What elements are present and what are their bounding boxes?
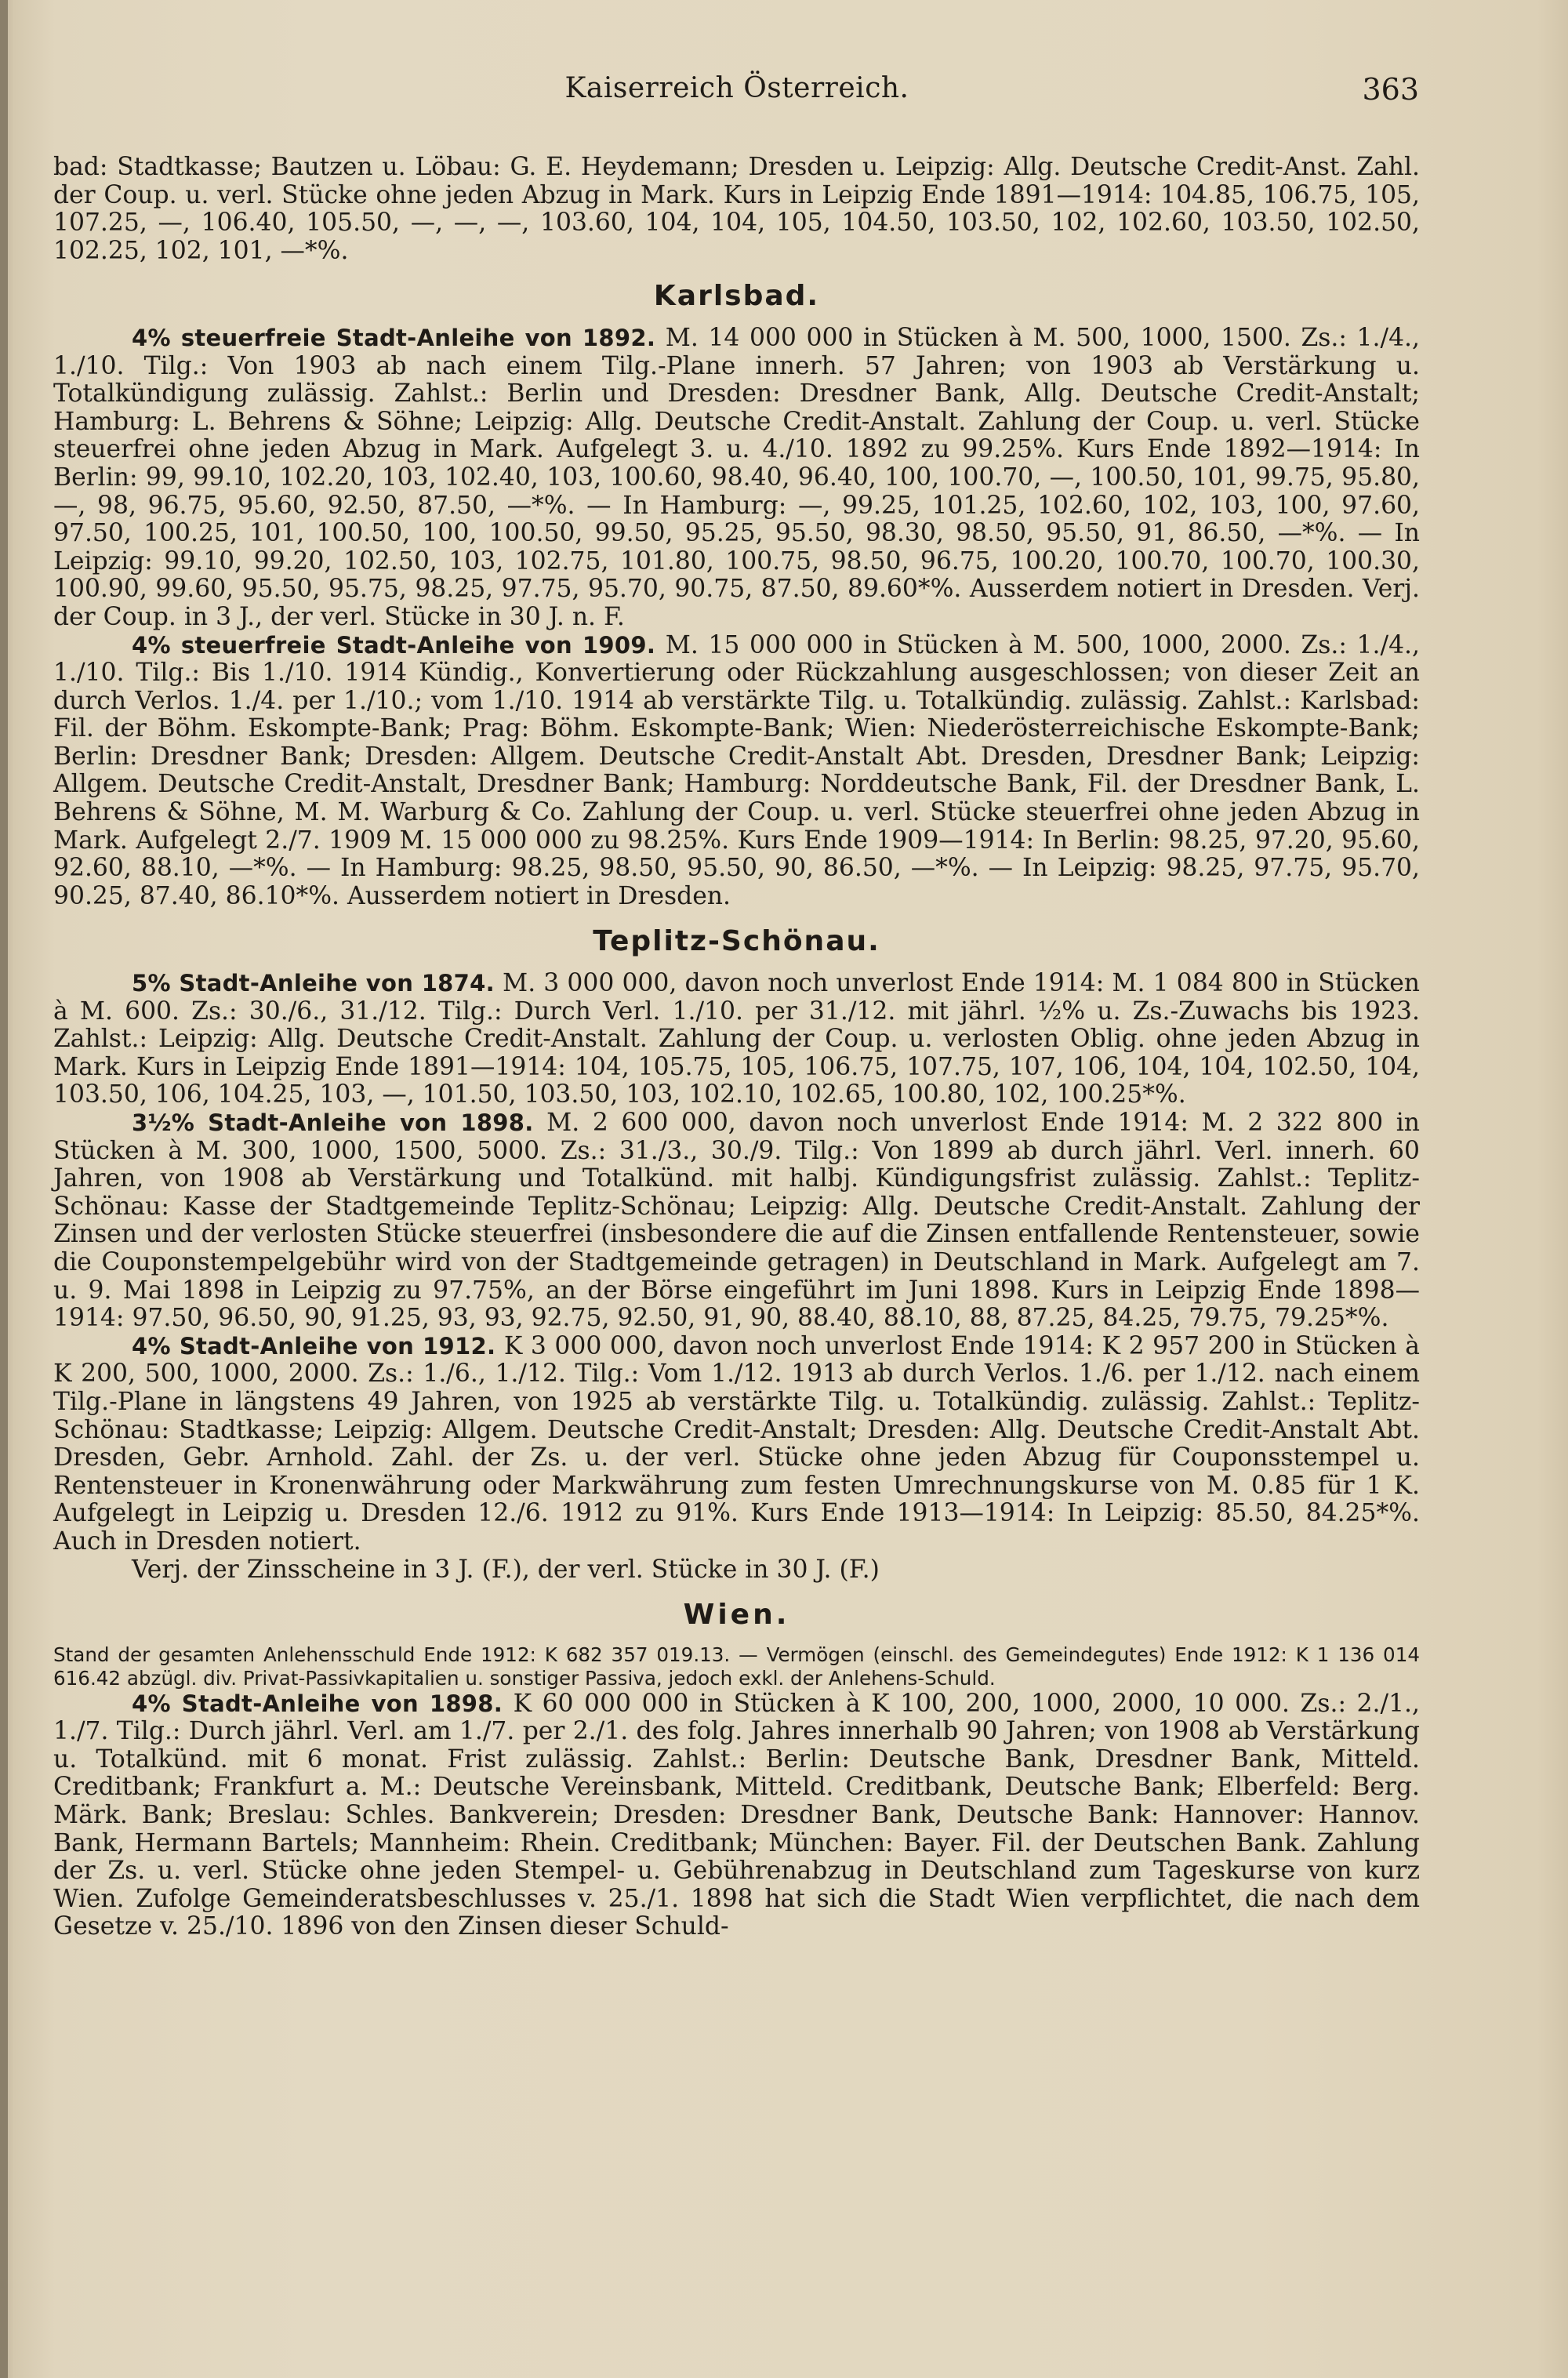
- entry-text: K 3 000 000, davon noch unverlost Ende 1914: K 2 957 200 in Stücken à K 200, 500, 1000, 2000. Zs.: 1./6., 1./12. Tilg.: Vom 1./12. 1913 ab durch Verlos. 1./6. per 1./12. nach einem Tilg.-Plane in längstens 49 Jahren, von 1925 ab verstärkte Tilg. u. Totalkündig. zulässig. Zahlst.: Teplitz-Schönau: Stadtkasse; Leipzig: Allgem. Deutsche Credit-Anstalt; Dresden: Allg. Deutsche Credit-Anstalt Abt. Dresden, Gebr. Arnhold. Zahl. der Zs. u. der verl. Stücke ohne jeden Abzug für Couponsstempel u. Rentensteuer in Kronenwährung oder Markwährung zum festen Umrechnungskurse von M. 0.85 für 1 K. Aufgelegt in Leipzig u. Dresden 12./6. 1912 zu 91%. Kurs Ende 1913—1914: In Leipzig: 85.50, 84.25*%. Auch in Dresden notiert.: [53, 1331, 1420, 1556]
- entry-title: 4% Stadt-Anleihe von 1898.: [132, 1690, 503, 1717]
- page-spine-edge: [0, 0, 8, 2378]
- entry-paragraph: [53, 1333, 1420, 1556]
- section-heading-karlsbad: Karlsbad.: [653, 280, 820, 313]
- entry-paragraph: [53, 1109, 1420, 1333]
- entry-text: M. 2 600 000, davon noch unverlost Ende 1914: M. 2 322 800 in Stücken à M. 300, 1000, 1500, 5000. Zs.: 31./3., 30./9. Tilg.: Von 1899 ab durch jährl. Verl. innerh. 60 Jahren, von 1908 ab Verstärkung und Totalkünd. mit halbj. Kündigungsfrist zulässig. Zahlst.: Teplitz-Schönau: Kasse der Stadtgemeinde Teplitz-Schönau; Leipzig: Allg. Deutsche Credit-Anstalt. Zahlung der Zinsen und der verlosten Stücke steuerfrei (insbesondere die auf die Zinsen entfallende Rentensteuer, sowie die Couponstempelgebühr wird von der Stadtgemeinde getragen) in Deutschland in Mark. Aufgelegt am 7. u. 9. Mai 1898 in Leipzig zu 97.75%, an der Börse eingeführt im Juni 1898. Kurs in Leipzig Ende 1898—1914: 97.50, 96.50, 90, 91.25, 93, 93, 92.75, 92.50, 91, 90, 88.40, 88.10, 88, 87.25, 84.25, 79.75, 79.25*%.: [53, 1109, 1420, 1333]
- entry-text: M. 14 000 000 in Stücken à M. 500, 1000, 1500. Zs.: 1./4., 1./10. Tilg.: Von 1903 ab nach einem Tilg.-Plane innerh. 57 Jahren; von 1903 ab Verstärkung u. Totalkündigung zulässig. Zahlst.: Berlin und Dresden: Dresdner Bank, Allg. Deutsche Credit-Anstalt; Hamburg: L. Behrens & Söhne; Leipzig: Allg. Deutsche Credit-Anstalt. Zahlung der Coup. u. verl. Stücke steuerfrei ohne jeden Abzug in Mark. Aufgelegt 3. u. 4./10. 1892 zu 99.25%. Kurs Ende 1892—1914: In Berlin: 99, 99.10, 102.20, 103, 102.40, 103, 100.60, 98.40, 96.40, 100, 100.70, —, 100.50, 101, 99.75, 95.80, —, 98, 96.75, 95.60, 92.50, 87.50, —*%. — In Hamburg: —, 99.25, 101.25, 102.60, 102, 103, 100, 97.60, 97.50, 100.25, 101, 100.50, 100, 100.50, 99.50, 95.25, 95.50, 98.30, 98.50, 95.50, 91, 86.50, —*%. — In Leipzig: 99.10, 99.20, 102.50, 103, 102.75, 101.80, 100.75, 98.50, 96.75, 100.20, 100.70, 100.70, 100.30, 100.90, 99.60, 95.50, 95.75, 98.25, 97.75, 95.70, 90.75, 87.50, 89.60*%. Ausserdem notiert in Dresden. Verj. der Coup. in 3 J., der verl. Stücke in 30 J. n. F.: [53, 323, 1420, 631]
- running-title: Kaiserreich Österreich.: [564, 72, 909, 104]
- closing-note: Verj. der Zinsscheine in 3 J. (F.), der verl. Stücke in 30 J. (F.): [132, 1555, 880, 1584]
- entry-title: 4% steuerfreie Stadt-Anleihe von 1892.: [132, 324, 656, 351]
- entry-title: 3½% Stadt-Anleihe von 1898.: [132, 1109, 534, 1136]
- entry-paragraph: [53, 1690, 1420, 1941]
- intro-paragraph: bad: Stadtkasse; Bautzen u. Löbau: G. E. Heydemann; Dresden u. Leipzig: Allg. Deutsche Credit-Anst. Zahl. der Coup. u. verl. Stücke ohne jeden Abzug in Mark. Kurs in Leipzig Ende 1891—1914: 104.85, 106.75, 105, 107.25, —, 106.40, 105.50, —, —, —, 103.60, 104, 104, 105, 104.50, 103.50, 102, 102.60, 103.50, 102.50, 102.25, 102, 101, —*%.: [53, 153, 1420, 265]
- entry-paragraph: [53, 970, 1420, 1109]
- page-number: 363: [1362, 72, 1419, 107]
- section-heading-teplitz-schoenau: Teplitz-Schönau.: [593, 925, 880, 958]
- debt-status-note: Stand der gesamten Anlehensschuld Ende 1912: K 682 357 019.13. — Vermögen (einschl. des Gemeindegutes) Ende 1912: K 1 136 014 616.42 abzügl. div. Privat-Passivkapitalien u. sonstiger Passiva, jedoch exkl. der Anlehens-Schuld.: [53, 1643, 1420, 1690]
- entry-text: M. 3 000 000, davon noch unverlost Ende 1914: M. 1 084 800 in Stücken à M. 600. Zs.: 30./6., 31./12. Tilg.: Durch Verl. 1./10. per 31./12. mit jährl. ½% u. Zs.-Zuwachs bis 1923. Zahlst.: Leipzig: Allg. Deutsche Credit-Anstalt. Zahlung der Coup. u. verlosten Oblig. ohne jeden Abzug in Mark. Kurs in Leipzig Ende 1891—1914: 104, 105.75, 105, 106.75, 107.75, 107, 106, 104, 104, 102.50, 104, 103.50, 106, 104.25, 103, —, 101.50, 103.50, 103, 102.10, 102.65, 100.80, 102, 100.25*%.: [53, 969, 1420, 1109]
- entry-paragraph: [53, 325, 1420, 632]
- entry-title: 5% Stadt-Anleihe von 1874.: [132, 970, 495, 997]
- section-heading-wien: Wien.: [683, 1599, 790, 1632]
- entry-title: 4% Stadt-Anleihe von 1912.: [132, 1332, 496, 1360]
- running-header: [55, 72, 1419, 110]
- page-body: [53, 154, 1420, 1941]
- entry-text: M. 15 000 000 in Stücken à M. 500, 1000, 2000. Zs.: 1./4., 1./10. Tilg.: Bis 1./10. 1914 Kündig., Konvertierung oder Rückzahlung ausgeschlossen; von dieser Zeit an durch Verlos. 1./4. per 1./10.; vom 1./10. 1914 ab verstärkte Tilg. u. Totalkündig. zulässig. Zahlst.: Karlsbad: Fil. der Böhm. Eskompte-Bank; Prag: Böhm. Eskompte-Bank; Wien: Niederösterreichische Eskompte-Bank; Berlin: Dresdner Bank; Dresden: Allgem. Deutsche Credit-Anstalt Abt. Dresden, Dresdner Bank; Leipzig: Allgem. Deutsche Credit-Anstalt, Dresdner Bank; Hamburg: Norddeutsche Bank, Fil. der Dresdner Bank, L. Behrens & Söhne, M. M. Warburg & Co. Zahlung der Coup. u. verl. Stücke steuerfrei ohne jeden Abzug in Mark. Aufgelegt 2./7. 1909 M. 15 000 000 zu 98.25%. Kurs Ende 1909—1914: In Berlin: 98.25, 97.20, 95.60, 92.60, 88.10, —*%. — In Hamburg: 98.25, 98.50, 95.50, 90, 86.50, —*%. — In Leipzig: 98.25, 97.75, 95.70, 90.25, 87.40, 86.10*%. Ausserdem notiert in Dresden.: [53, 630, 1420, 910]
- entry-title: 4% steuerfreie Stadt-Anleihe von 1909.: [132, 631, 656, 659]
- entry-paragraph: [53, 632, 1420, 911]
- entry-text: K 60 000 000 in Stücken à K 100, 200, 1000, 2000, 10 000. Zs.: 2./1., 1./7. Tilg.: Durch jährl. Verl. am 1./7. per 2./1. des folg. Jahres innerhalb 90 Jahren; von 1908 ab Verstärkung u. Totalkünd. mit 6 monat. Frist zulässig. Zahlst.: Berlin: Deutsche Bank, Dresdner Bank, Mitteld. Creditbank; Frankfurt a. M.: Deutsche Vereinsbank, Mitteld. Creditbank, Deutsche Bank; Elberfeld: Berg. Märk. Bank; Breslau: Schles. Bankverein; Dresden: Dresdner Bank, Deutsche Bank: Hannover: Hannov. Bank, Hermann Bartels; Mannheim: Rhein. Creditbank; München: Bayer. Fil. der Deutschen Bank. Zahlung der Zs. u. verl. Stücke ohne jeden Stempel- u. Gebührenabzug in Deutschland zum Tageskurse von kurz Wien. Zufolge Gemeinderatsbeschlusses v. 25./1. 1898 hat sich die Stadt Wien verpflichtet, die nach dem Gesetze v. 25./10. 1896 von den Zinsen dieser Schuld-: [53, 1689, 1420, 1941]
